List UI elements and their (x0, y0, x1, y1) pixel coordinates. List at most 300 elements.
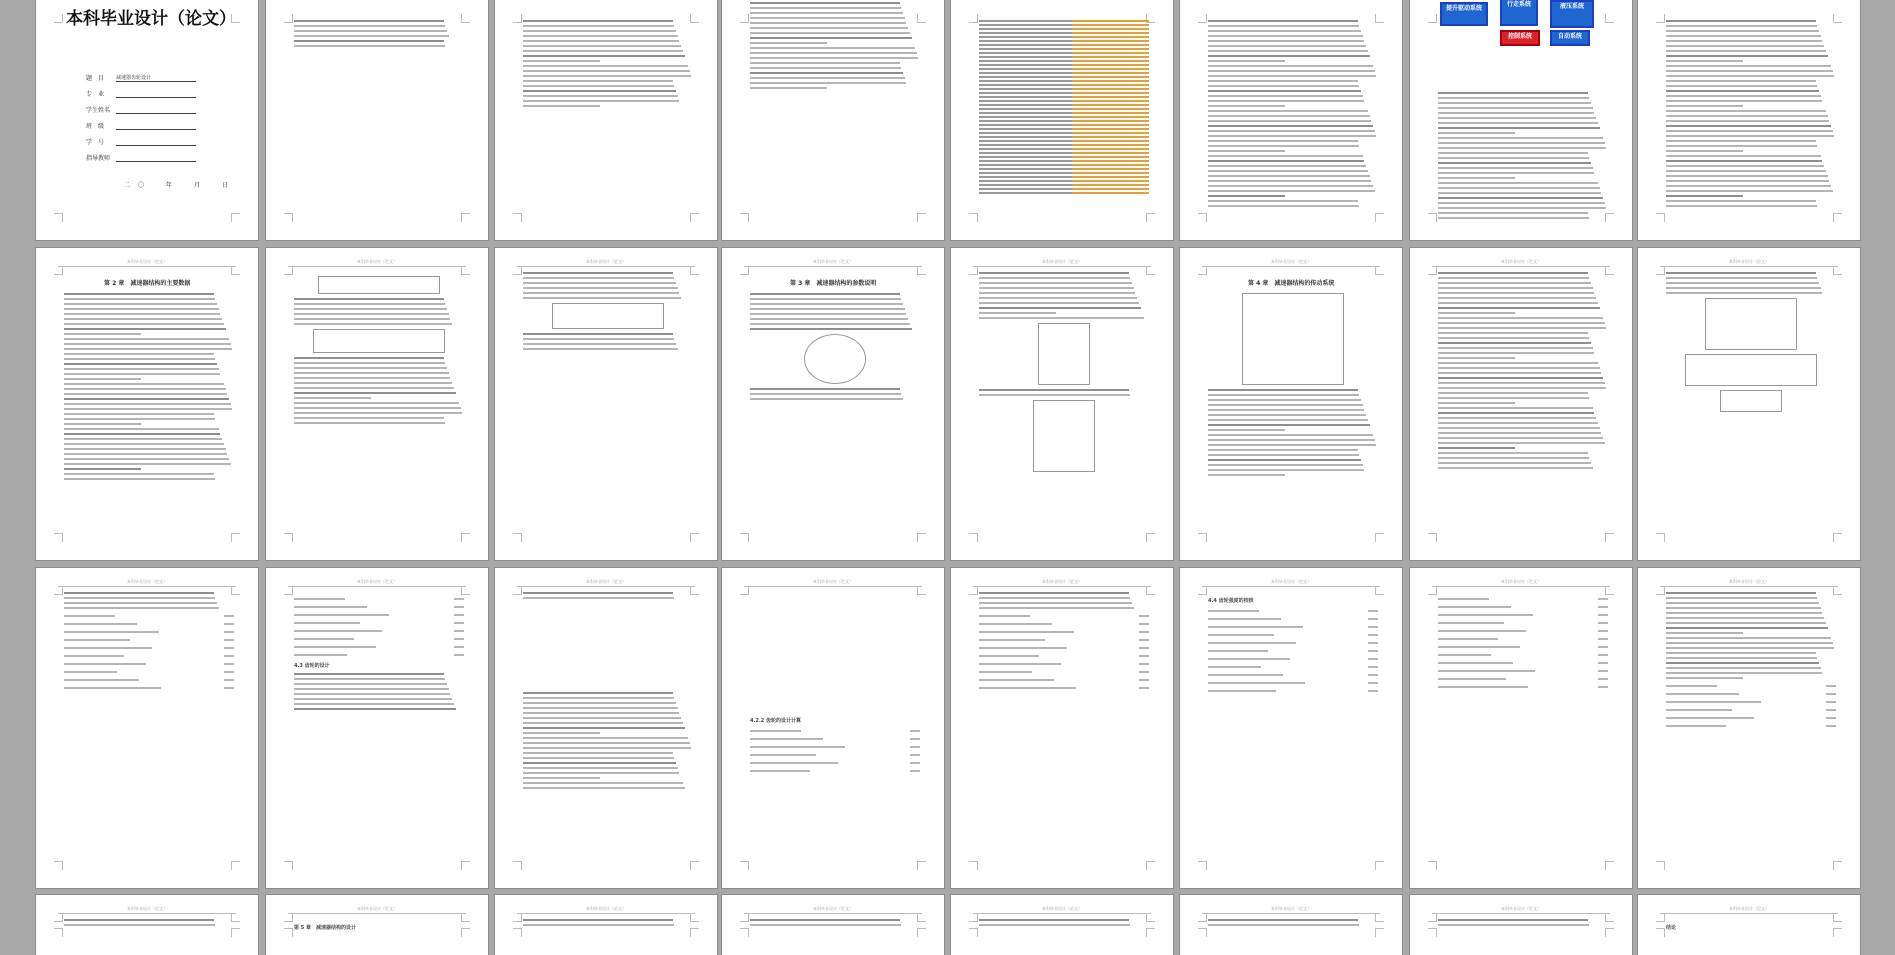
cover-field (86, 130, 196, 146)
section-heading: 第 2 章 减速器结构的主要数据 (104, 280, 191, 287)
document-page-thumbnail[interactable] (495, 568, 717, 888)
text-line (979, 116, 1149, 118)
text-line (294, 303, 445, 305)
equation-row (1438, 638, 1608, 640)
equation-row (64, 631, 234, 633)
equation-text (1208, 634, 1274, 636)
page-body (1208, 20, 1378, 220)
equation-number (1368, 658, 1378, 660)
page-corner-mark (740, 928, 749, 937)
text-line (1438, 427, 1600, 429)
text-line (750, 924, 901, 926)
page-body (64, 919, 234, 935)
equation-row (750, 762, 920, 764)
equation-text (1208, 674, 1283, 676)
equation-number (1598, 662, 1608, 664)
page-corner-mark (969, 266, 978, 275)
equation-text (1666, 725, 1726, 727)
page-corner-mark (1198, 266, 1207, 275)
page-header-text: 本科毕业设计（论文） (1729, 906, 1769, 911)
text-line (1438, 297, 1596, 299)
text-line (523, 747, 691, 749)
text-line (1208, 120, 1371, 122)
text-line (1438, 437, 1603, 439)
text-line (1438, 137, 1603, 139)
document-page-thumbnail[interactable] (36, 248, 258, 560)
text-line (523, 95, 678, 97)
text-line (294, 688, 449, 690)
text-line (523, 592, 673, 594)
text-line (979, 389, 1129, 391)
page-corner-mark (1428, 913, 1437, 922)
text-line (1208, 125, 1373, 127)
flowchart-box: 液压系统 (1550, 0, 1594, 28)
text-line (1208, 130, 1375, 132)
text-line (64, 293, 214, 295)
page-corner-mark (284, 14, 293, 23)
equation-text (1438, 622, 1504, 624)
document-page-thumbnail[interactable] (722, 248, 944, 560)
text-line (1666, 110, 1826, 112)
text-line (1208, 25, 1359, 27)
text-line (523, 732, 600, 734)
text-line (523, 752, 673, 754)
text-line (1666, 50, 1826, 52)
text-line (1438, 112, 1594, 114)
text-line (1666, 642, 1833, 644)
text-line (979, 76, 1149, 78)
text-line (523, 55, 685, 57)
page-corner-mark (969, 14, 978, 23)
equation-row (1438, 630, 1608, 632)
page-header-text: 本科毕业设计（论文） (1042, 906, 1082, 911)
text-line (979, 597, 1130, 599)
equation-row (294, 654, 464, 656)
equation-number (454, 630, 464, 632)
page-header (973, 580, 1151, 587)
equation-text (750, 738, 823, 740)
document-page-thumbnail[interactable] (495, 0, 717, 240)
equation-text (294, 630, 382, 632)
cover-field-label: 专 业 (86, 91, 105, 98)
text-line (1666, 100, 1822, 102)
text-line (1208, 434, 1373, 436)
document-page-thumbnail[interactable] (951, 248, 1173, 560)
equation-text (750, 770, 810, 772)
equation-row (1666, 693, 1836, 695)
text-line (1438, 392, 1588, 394)
equation-number (1826, 685, 1836, 687)
text-line (750, 323, 910, 325)
text-line (523, 30, 676, 32)
text-line (979, 84, 1149, 86)
text-line (979, 32, 1149, 34)
document-page-thumbnail[interactable] (1180, 0, 1402, 240)
text-line (523, 919, 673, 921)
equation-number (1598, 670, 1608, 672)
cover-field (86, 114, 196, 130)
document-page-thumbnail[interactable] (1638, 248, 1860, 560)
equation-text (294, 654, 347, 656)
cover-field-label: 题 目 (86, 75, 105, 82)
page-body (979, 272, 1149, 540)
text-line (1438, 147, 1606, 149)
text-line (1438, 292, 1594, 294)
page-body (979, 20, 1149, 220)
page-body (1208, 592, 1378, 868)
page-body (979, 592, 1149, 868)
text-line (1438, 407, 1593, 409)
text-line (523, 50, 683, 52)
equation-row (294, 646, 464, 648)
equation-text (1208, 650, 1268, 652)
text-line (523, 85, 674, 87)
equation-text (1208, 610, 1259, 612)
figure (804, 334, 866, 384)
text-line (1438, 97, 1589, 99)
equation-row (1438, 606, 1608, 608)
text-line (750, 318, 908, 320)
text-line (1208, 150, 1285, 152)
text-line (1666, 170, 1826, 172)
equation-text (979, 687, 1076, 689)
page-corner-mark (969, 913, 978, 922)
text-line (64, 383, 224, 385)
text-line (750, 57, 918, 59)
equation-row (979, 615, 1149, 617)
text-line (750, 87, 827, 89)
text-line (979, 80, 1149, 82)
equation-row (979, 663, 1149, 665)
cover-field-value (116, 145, 196, 146)
equation-row (64, 623, 234, 625)
page-header (58, 580, 236, 587)
document-page-thumbnail[interactable] (36, 0, 258, 240)
section-heading: 结论 (1666, 925, 1677, 931)
text-line (1438, 127, 1600, 129)
text-line (979, 184, 1149, 186)
text-line (750, 47, 915, 49)
text-line (64, 423, 141, 425)
text-line (979, 20, 1149, 22)
text-line (979, 64, 1149, 66)
text-line (1208, 145, 1359, 147)
text-line (1208, 414, 1366, 416)
text-line (1438, 272, 1588, 274)
text-line (1208, 135, 1376, 137)
equation-number (910, 746, 920, 748)
document-page-thumbnail[interactable] (1410, 0, 1632, 240)
equation-number (1139, 679, 1149, 681)
page-body (523, 20, 693, 220)
text-line (294, 392, 456, 394)
text-line (294, 372, 449, 374)
page-header-text: 本科毕业设计（论文） (357, 259, 397, 264)
text-line (64, 348, 232, 350)
page-corner-mark (513, 913, 522, 922)
text-line (979, 919, 1129, 921)
text-line (979, 148, 1149, 150)
text-line (1438, 387, 1606, 389)
equation-number (1598, 606, 1608, 608)
text-line (979, 297, 1137, 299)
text-line (1208, 75, 1376, 77)
text-line (1438, 277, 1589, 279)
text-line (979, 172, 1149, 174)
text-line (1666, 607, 1821, 609)
flowchart-box: 自动系统 (1550, 30, 1590, 46)
equation-row (750, 730, 920, 732)
page-body (750, 272, 920, 540)
text-line (64, 448, 226, 450)
text-line (1666, 35, 1821, 37)
equation-number (1368, 650, 1378, 652)
text-line (523, 697, 674, 699)
page-body (1666, 919, 1836, 935)
page-corner-mark (969, 586, 978, 595)
text-line (1666, 160, 1822, 162)
document-page-thumbnail[interactable] (1410, 568, 1632, 888)
document-page-thumbnail[interactable] (951, 895, 1173, 955)
equation-row (1438, 646, 1608, 648)
text-line (1666, 657, 1817, 659)
document-page-thumbnail[interactable] (951, 0, 1173, 240)
text-line (294, 367, 447, 369)
document-page-thumbnail[interactable] (495, 895, 717, 955)
page-header-text: 本科毕业设计（论文） (1271, 579, 1311, 584)
equation-row (1666, 717, 1836, 719)
page-corner-mark (284, 913, 293, 922)
page-header-text: 本科毕业设计（论文） (1271, 906, 1311, 911)
page-body (523, 919, 693, 935)
text-line (64, 363, 217, 365)
text-line (1438, 322, 1605, 324)
text-line (1666, 140, 1816, 142)
text-line (64, 303, 217, 305)
text-line (979, 144, 1149, 146)
text-line (979, 44, 1149, 46)
text-line (979, 92, 1149, 94)
text-line (64, 323, 224, 325)
document-page-thumbnail[interactable] (266, 0, 488, 240)
text-line (64, 592, 214, 594)
page-header (1660, 907, 1838, 914)
document-page-thumbnail[interactable] (1180, 248, 1402, 560)
text-line (1438, 132, 1515, 134)
document-page-thumbnail[interactable] (495, 248, 717, 560)
figure (1720, 390, 1782, 412)
text-line (750, 2, 900, 4)
document-page-thumbnail[interactable] (1410, 895, 1632, 955)
text-line (64, 597, 215, 599)
equation-row (64, 679, 234, 681)
page-body (1208, 272, 1378, 540)
document-page-thumbnail[interactable] (722, 568, 944, 888)
text-line (1208, 924, 1359, 926)
text-line (64, 398, 229, 400)
equation-number (224, 679, 234, 681)
text-line (64, 418, 215, 420)
text-line (1438, 172, 1594, 174)
document-page-thumbnail[interactable] (722, 0, 944, 240)
text-line (979, 282, 1132, 284)
equation-number (454, 614, 464, 616)
document-page-thumbnail[interactable] (1410, 248, 1632, 560)
equation-number (1826, 725, 1836, 727)
equation-row (979, 639, 1149, 641)
equation-text (979, 655, 1039, 657)
text-line (1208, 439, 1375, 441)
page-header-text: 本科毕业设计（论文） (357, 579, 397, 584)
page-header (1432, 260, 1610, 267)
text-line (1666, 597, 1817, 599)
document-page-thumbnail[interactable] (1180, 568, 1402, 888)
equation-text (1208, 682, 1305, 684)
text-line (750, 398, 903, 400)
text-line (750, 27, 908, 29)
equation-text (979, 671, 1032, 673)
document-page-thumbnail[interactable] (266, 568, 488, 888)
page-header-text: 本科毕业设计（论文） (813, 579, 853, 584)
document-page-thumbnail[interactable] (1638, 0, 1860, 240)
page-header (744, 260, 922, 267)
equation-number (224, 671, 234, 673)
text-line (1666, 622, 1826, 624)
text-line (1208, 394, 1359, 396)
cover-field (86, 146, 196, 162)
document-page-thumbnail[interactable] (266, 895, 488, 955)
equation-text (1208, 626, 1303, 628)
equation-text (1208, 658, 1290, 660)
text-line (1666, 65, 1831, 67)
page-corner-mark (1428, 266, 1437, 275)
page-corner-mark (284, 861, 293, 870)
page-corner-mark (513, 586, 522, 595)
page-header (288, 260, 466, 267)
text-line (1208, 175, 1370, 177)
equation-text (1438, 598, 1489, 600)
page-body (1438, 592, 1608, 868)
text-line (1438, 357, 1515, 359)
equation-text (1438, 678, 1506, 680)
text-line (1208, 80, 1358, 82)
page-corner-mark (54, 213, 63, 222)
text-line (1438, 107, 1593, 109)
text-line (523, 338, 674, 340)
page-header (1202, 580, 1380, 587)
section-heading: 第 4 章 减速器结构的传动系统 (1248, 280, 1335, 287)
text-line (64, 368, 219, 370)
page-corner-mark (1656, 213, 1665, 222)
page-header (517, 260, 695, 267)
document-page-thumbnail[interactable] (722, 895, 944, 955)
text-line (1438, 152, 1588, 154)
equation-row (294, 598, 464, 600)
page-corner-mark (284, 586, 293, 595)
text-line (979, 108, 1149, 110)
equation-row (1438, 662, 1608, 664)
page-corner-mark (1428, 213, 1437, 222)
text-line (523, 292, 679, 294)
text-line (979, 100, 1149, 102)
page-body (750, 919, 920, 935)
text-line (1208, 404, 1363, 406)
text-line (1438, 327, 1606, 329)
equation-number (1598, 622, 1608, 624)
document-page-thumbnail[interactable] (951, 568, 1173, 888)
figure (318, 276, 440, 294)
text-line (1666, 125, 1831, 127)
text-line (750, 293, 900, 295)
text-line (523, 782, 683, 784)
text-line (294, 357, 444, 359)
equation-text (979, 623, 1052, 625)
page-header-text: 本科毕业设计（论文） (1042, 259, 1082, 264)
equation-number (454, 598, 464, 600)
document-page-thumbnail[interactable] (36, 895, 258, 955)
text-line (523, 597, 674, 599)
text-line (523, 787, 685, 789)
text-line (979, 180, 1149, 182)
document-page-thumbnail[interactable] (266, 248, 488, 560)
equation-text (1666, 701, 1761, 703)
text-line (979, 40, 1149, 42)
text-line (523, 737, 688, 739)
text-line (294, 402, 459, 404)
equation-text (979, 647, 1067, 649)
text-line (750, 77, 905, 79)
equation-text (64, 639, 130, 641)
equation-row (1208, 618, 1378, 620)
text-line (1666, 185, 1831, 187)
text-line (1666, 205, 1817, 207)
equation-number (1598, 646, 1608, 648)
cover-fields (86, 66, 196, 162)
text-line (979, 168, 1149, 170)
document-page-thumbnail[interactable] (1638, 568, 1860, 888)
section-heading: 第 3 章 减速器结构的参数说明 (790, 280, 877, 287)
text-line (1438, 432, 1601, 434)
document-page-thumbnail[interactable] (1180, 895, 1402, 955)
page-header-text: 本科毕业设计（论文） (813, 906, 853, 911)
equation-row (979, 679, 1149, 681)
page-corner-mark (54, 533, 63, 542)
text-line (1208, 70, 1375, 72)
text-line (750, 17, 905, 19)
equation-row (64, 639, 234, 641)
equation-text (1666, 709, 1732, 711)
text-line (1666, 25, 1817, 27)
text-line (523, 65, 688, 67)
text-line (1666, 632, 1743, 634)
text-line (979, 160, 1149, 162)
document-page-thumbnail[interactable] (1638, 895, 1860, 955)
text-line (64, 313, 220, 315)
text-line (979, 302, 1139, 304)
equation-text (979, 663, 1061, 665)
page-corner-mark (1198, 928, 1207, 937)
page-body (523, 592, 693, 868)
text-line (1438, 397, 1589, 399)
text-line (979, 28, 1149, 30)
section-heading: 4.2.2 齿轮的设计计算 (750, 718, 801, 724)
equation-number (224, 647, 234, 649)
page-corner-mark (54, 861, 63, 870)
document-page-thumbnail[interactable] (36, 568, 258, 888)
text-line (1666, 60, 1743, 62)
equation-row (979, 631, 1149, 633)
text-line (1208, 65, 1373, 67)
